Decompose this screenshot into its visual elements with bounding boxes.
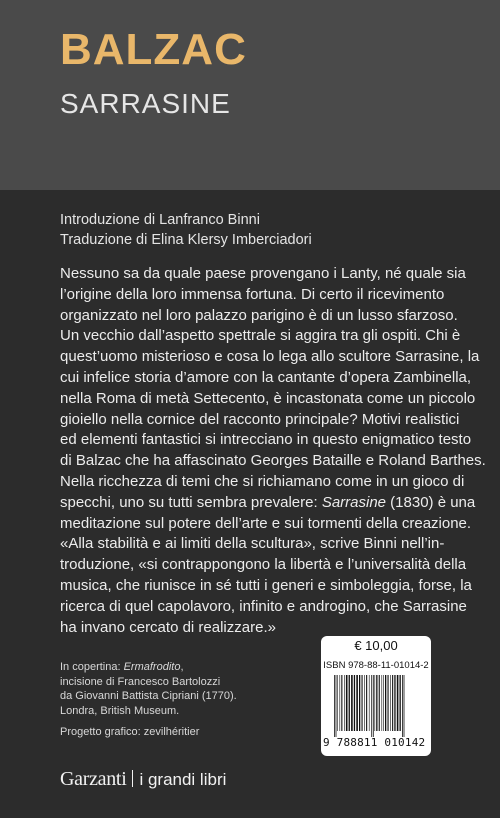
imprint-divider <box>132 770 133 787</box>
synopsis-line: Un vecchio dall’aspetto spettrale si aggira tra gli ospiti. Chi è <box>60 327 461 345</box>
introduction-credit: Introduzione di Lanfranco Binni <box>60 212 260 228</box>
synopsis-line: gioiello nella cornice del racconto principale? Motivi realistici <box>60 410 460 428</box>
synopsis-line: Nessuno sa da quale paese provengano i Lanty, né quale sia <box>60 265 466 282</box>
synopsis-line: l’origine della loro immensa fortuna. Di certo il ricevimento <box>60 285 445 303</box>
price-tag: € 10,00 <box>321 636 431 656</box>
synopsis-line: troduzione, «si contrappongono la libertà e l’universalità della <box>60 556 467 574</box>
synopsis-line: Nella ricchezza di temi che si richiamano come in un gioco di <box>60 472 465 490</box>
synopsis-line: cui infelice storia d’amore con la cantante d’opera Zambinella, <box>60 368 472 386</box>
synopsis-line: organizzato nel loro palazzo parigino è di un lusso sfarzoso. <box>60 306 458 324</box>
design-credit: Progetto grafico: zevilhéritier <box>60 726 200 738</box>
synopsis-line: ricerca di quel capolavoro, infinito e androgino, che Sarrasine <box>60 597 467 615</box>
book-title: SARRASINE <box>60 88 231 119</box>
series-name: i grandi libri <box>139 770 227 789</box>
translation-credit: Traduzione di Elina Klersy Imberciadori <box>60 232 312 248</box>
caption-line: incisione di Francesco Bartolozzi <box>60 675 221 688</box>
synopsis-line: ed elementi fantastici si intrecciano in questo enigmatico testo <box>60 431 472 449</box>
synopsis-line: meditazione sul potere dell’arte e sui tormenti della creazione. <box>60 514 472 532</box>
synopsis-line: di Balzac che ha affascinato Georges Bataille e Roland Barthes. <box>60 452 486 470</box>
synopsis-line: nella Roma di metà Settecento, è incastonata come un piccolo <box>60 389 476 407</box>
synopsis-line: musica, che riunisce in sé tutti i generi e simboleggia, forse, la <box>60 576 472 594</box>
synopsis-line-with-title <box>60 493 488 514</box>
synopsis-line: «Alla stabilità e ai limiti della scultura», scrive Binni nell’in- <box>60 535 445 553</box>
barcode-icon <box>333 675 421 737</box>
credits <box>60 210 480 250</box>
caption-punct: , <box>180 661 184 673</box>
caption-line: da Giovanni Battista Cipriani (1770). <box>60 690 237 703</box>
synopsis-fragment: specchi, uno su tutti sembra prevalere: <box>60 493 318 511</box>
barcode-panel <box>321 656 431 756</box>
synopsis <box>60 264 488 638</box>
synopsis-line: ha invano cercato di realizzare.» <box>60 618 276 636</box>
isbn-label: ISBN 978-88-11-01014-2 <box>323 660 429 671</box>
artwork-title: Ermafrodito <box>123 661 181 673</box>
publisher-logo: Garzanti <box>60 768 127 790</box>
caption-prefix: In copertina: <box>60 661 124 673</box>
cover-caption <box>60 660 310 718</box>
caption-line: Londra, British Museum. <box>60 704 180 717</box>
caption-line <box>60 660 310 675</box>
author-name: BALZAC <box>60 25 247 74</box>
barcode-digits: 9 788811 010142 <box>323 736 426 749</box>
synopsis-fragment: (1830) è una <box>386 493 476 511</box>
publisher-imprint <box>60 768 226 791</box>
italic-title: Sarrasine <box>321 493 387 511</box>
synopsis-line: quest’uomo misterioso e cosa lo lega allo scultore Sarrasine, la <box>60 348 480 366</box>
